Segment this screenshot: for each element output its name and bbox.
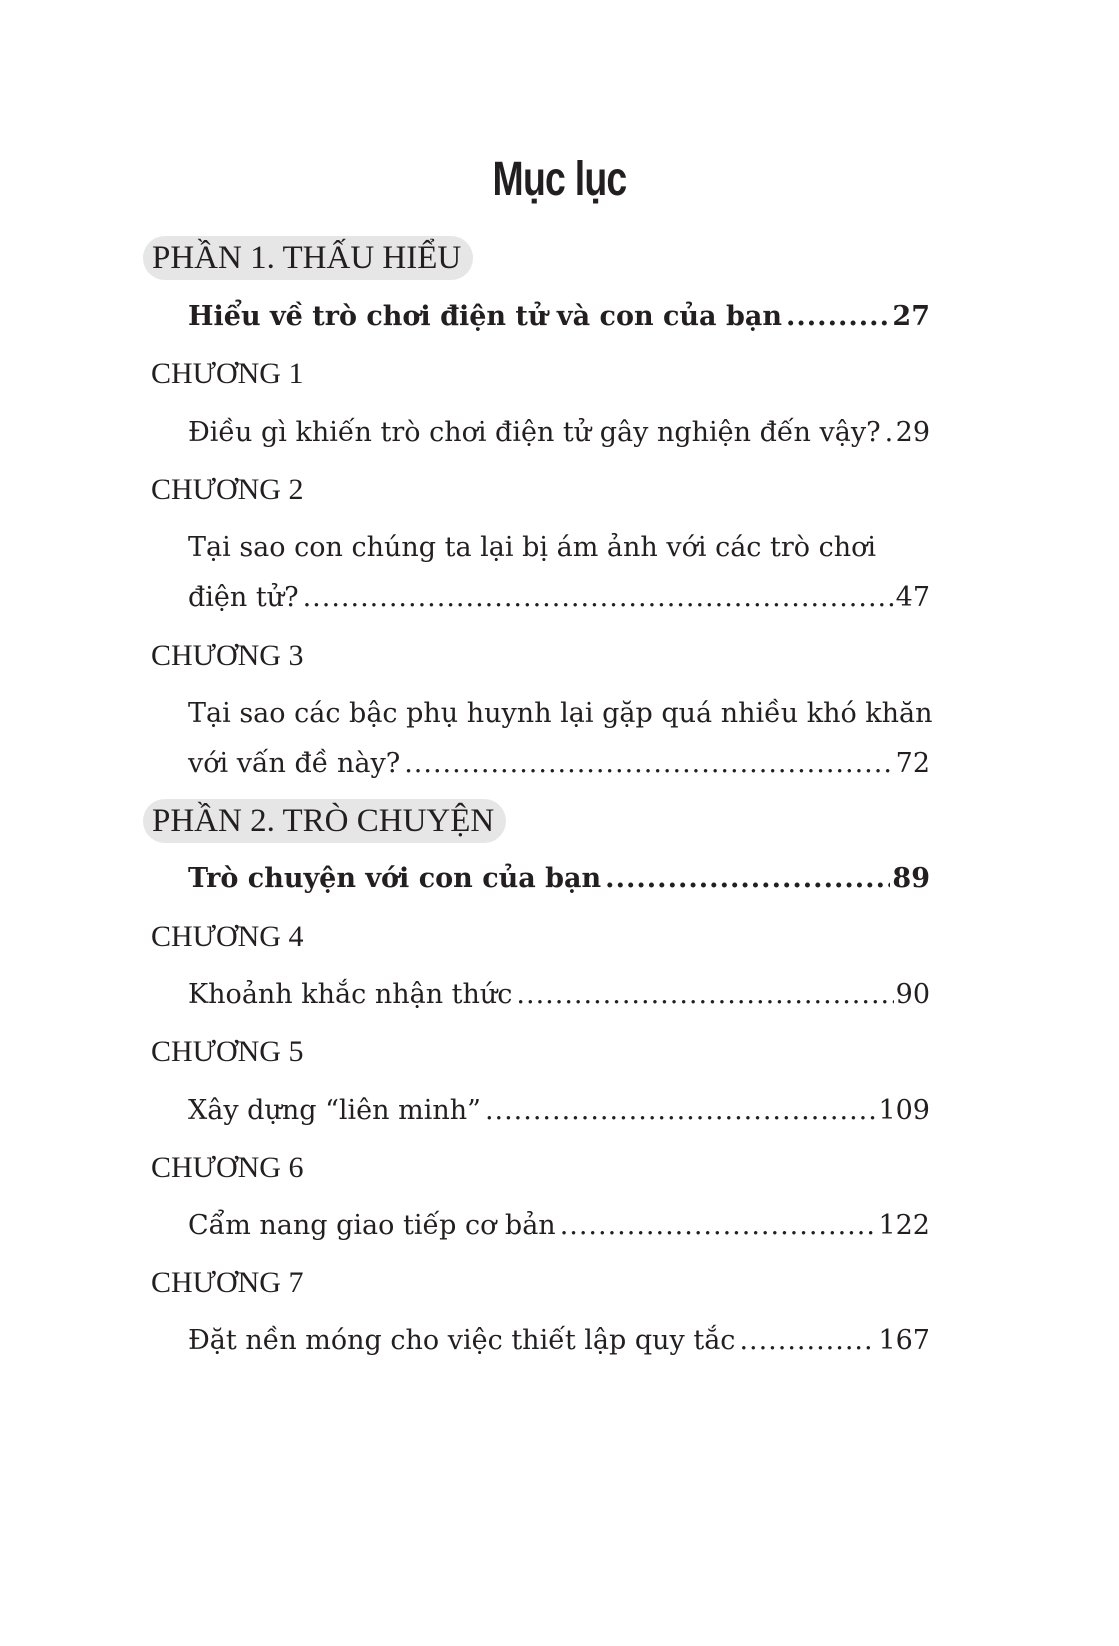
toc-entry-title: Trò chuyện với con của bạn xyxy=(188,863,602,894)
toc-page-number: 27 xyxy=(892,301,930,332)
dot-leader xyxy=(605,859,890,899)
toc-page-number: 72 xyxy=(895,748,930,779)
toc-entry-title: Điều gì khiến trò chơi điện tử gây nghiện đến vậy? xyxy=(188,417,881,448)
toc-entry-chapter-4[interactable] xyxy=(188,975,930,1015)
toc-entry-title: Khoảnh khắc nhận thức xyxy=(188,979,513,1010)
toc-entry-chapter-3[interactable] xyxy=(188,744,930,784)
toc-entry-chapter-2[interactable] xyxy=(188,578,930,618)
toc-page-number: 90 xyxy=(895,979,930,1010)
toc-entry-chapter-6[interactable] xyxy=(188,1206,930,1246)
chapter-6-label: CHƯƠNG 6 xyxy=(151,1151,304,1184)
chapter-3-label: CHƯƠNG 3 xyxy=(151,639,304,672)
toc-page-number: 47 xyxy=(895,582,930,613)
chapter-2-label: CHƯƠNG 2 xyxy=(151,473,304,506)
dot-leader xyxy=(885,413,894,453)
chapter-4-label: CHƯƠNG 4 xyxy=(151,920,304,953)
part-1-label: PHẦN 1. THẤU HIỂU xyxy=(143,236,473,280)
dot-leader xyxy=(303,578,894,618)
toc-page-number: 122 xyxy=(878,1210,930,1241)
toc-entry-title: Đặt nền móng cho việc thiết lập quy tắc xyxy=(188,1325,736,1356)
dot-leader xyxy=(516,975,893,1015)
dot-leader xyxy=(560,1206,877,1246)
toc-page-number: 29 xyxy=(895,417,930,448)
toc-page-number: 109 xyxy=(878,1095,930,1126)
chapter-7-label: CHƯƠNG 7 xyxy=(151,1266,304,1299)
part-2-label: PHẦN 2. TRÒ CHUYỆN xyxy=(143,799,506,843)
toc-entry-title: điện tử? xyxy=(188,582,299,613)
toc-entry-title: Xây dựng “liên minh” xyxy=(188,1095,481,1126)
toc-entry-title: với vấn đề này? xyxy=(188,748,401,779)
dot-leader xyxy=(786,297,890,337)
toc-entry-chapter-3-line-1[interactable]: Tại sao các bậc phụ huynh lại gặp quá nhiều khó khăn xyxy=(188,698,933,729)
dot-leader xyxy=(404,744,893,784)
chapter-5-label: CHƯƠNG 5 xyxy=(151,1035,304,1068)
toc-entry-part-2-heading[interactable] xyxy=(188,859,930,899)
dot-leader xyxy=(485,1091,877,1131)
toc-page-number: 167 xyxy=(878,1325,930,1356)
toc-entry-chapter-5[interactable] xyxy=(188,1091,930,1131)
dot-leader xyxy=(739,1321,876,1361)
toc-page-number: 89 xyxy=(892,863,930,894)
chapter-1-label: CHƯƠNG 1 xyxy=(151,357,304,390)
toc-entry-title: Hiểu về trò chơi điện tử và con của bạn xyxy=(188,301,782,332)
toc-entry-title: Cẩm nang giao tiếp cơ bản xyxy=(188,1210,556,1241)
page-title: Mục lục xyxy=(492,153,627,206)
toc-entry-chapter-7[interactable] xyxy=(188,1321,930,1361)
toc-entry-chapter-2-line-1[interactable]: Tại sao con chúng ta lại bị ám ảnh với các trò chơi xyxy=(188,532,876,563)
toc-entry-part-1-heading[interactable] xyxy=(188,297,930,337)
toc-entry-chapter-1[interactable] xyxy=(188,413,930,453)
